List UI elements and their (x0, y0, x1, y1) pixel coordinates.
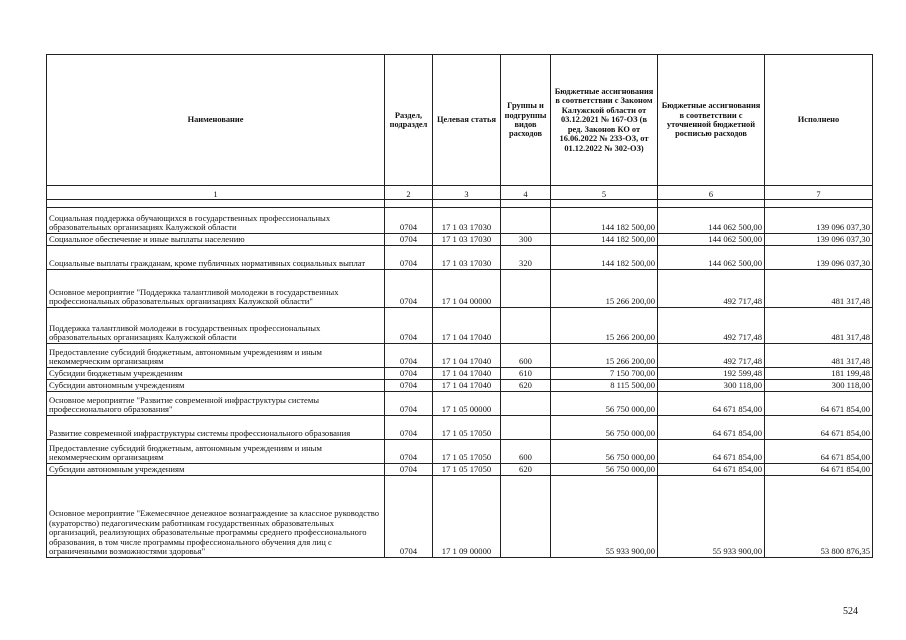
row-law-allocation: 7 150 700,00 (551, 368, 658, 380)
row-executed: 139 096 037,30 (765, 234, 873, 246)
budget-execution-table (46, 54, 873, 558)
row-target-article: 17 1 03 17030 (433, 246, 501, 270)
row-roster-allocation: 492 717,48 (658, 308, 765, 344)
row-target-article: 17 1 05 00000 (433, 392, 501, 416)
row-roster-allocation: 192 599,48 (658, 368, 765, 380)
table-row (47, 416, 873, 440)
row-section: 0704 (385, 392, 433, 416)
row-section: 0704 (385, 368, 433, 380)
row-expense-group: 600 (501, 344, 551, 368)
row-section: 0704 (385, 476, 433, 558)
row-target-article: 17 1 04 17040 (433, 380, 501, 392)
row-name: Развитие современной инфраструктуры системы профессионального образования (47, 416, 385, 440)
row-target-article: 17 1 09 00000 (433, 476, 501, 558)
row-executed: 64 671 854,00 (765, 464, 873, 476)
row-expense-group: 610 (501, 368, 551, 380)
row-executed: 53 800 876,35 (765, 476, 873, 558)
row-expense-group (501, 208, 551, 234)
row-roster-allocation: 300 118,00 (658, 380, 765, 392)
column-number: 3 (433, 186, 501, 200)
row-roster-allocation: 144 062 500,00 (658, 246, 765, 270)
row-name: Субсидии автономным учреждениям (47, 464, 385, 476)
row-law-allocation: 55 933 900,00 (551, 476, 658, 558)
header-law-allocations: Бюджетные ассигнования в соответствии с Законом Калужской области от 03.12.2021 № 167-ОЗ (в ред. Законов КО от 16.06.2022 № 233-ОЗ, от 01.12.2022 № 302-ОЗ) (551, 55, 658, 186)
header-target-article: Целевая статья (433, 55, 501, 186)
table-row (47, 234, 873, 246)
row-executed: 64 671 854,00 (765, 392, 873, 416)
row-executed: 481 317,48 (765, 344, 873, 368)
row-target-article: 17 1 03 17030 (433, 208, 501, 234)
row-law-allocation: 56 750 000,00 (551, 464, 658, 476)
row-target-article: 17 1 05 17050 (433, 440, 501, 464)
row-section: 0704 (385, 344, 433, 368)
row-law-allocation: 56 750 000,00 (551, 416, 658, 440)
row-target-article: 17 1 04 17040 (433, 368, 501, 380)
row-target-article: 17 1 03 17030 (433, 234, 501, 246)
row-name: Поддержка талантливой молодежи в государственных профессиональных образовательных организациях Калужской области (47, 308, 385, 344)
row-law-allocation: 15 266 200,00 (551, 308, 658, 344)
row-name: Социальная поддержка обучающихся в государственных профессиональных образовательных организациях Калужской области (47, 208, 385, 234)
row-section: 0704 (385, 308, 433, 344)
row-section: 0704 (385, 464, 433, 476)
row-expense-group: 620 (501, 464, 551, 476)
column-number: 4 (501, 186, 551, 200)
header-expense-groups: Группы и подгруппы видов расходов (501, 55, 551, 186)
row-target-article: 17 1 04 00000 (433, 270, 501, 308)
table-row (47, 344, 873, 368)
row-name: Социальные выплаты гражданам, кроме публичных нормативных социальных выплат (47, 246, 385, 270)
row-law-allocation: 144 182 500,00 (551, 234, 658, 246)
row-law-allocation: 56 750 000,00 (551, 440, 658, 464)
column-number: 2 (385, 186, 433, 200)
header-executed: Исполнено (765, 55, 873, 186)
row-roster-allocation: 492 717,48 (658, 270, 765, 308)
row-executed: 300 118,00 (765, 380, 873, 392)
row-executed: 139 096 037,30 (765, 208, 873, 234)
row-roster-allocation: 64 671 854,00 (658, 392, 765, 416)
row-law-allocation: 15 266 200,00 (551, 344, 658, 368)
row-roster-allocation: 492 717,48 (658, 344, 765, 368)
spacer-row (47, 200, 873, 208)
row-target-article: 17 1 05 17050 (433, 464, 501, 476)
row-name: Субсидии бюджетным учреждениям (47, 368, 385, 380)
row-roster-allocation: 64 671 854,00 (658, 440, 765, 464)
row-section: 0704 (385, 246, 433, 270)
row-expense-group (501, 270, 551, 308)
column-number: 5 (551, 186, 658, 200)
row-law-allocation: 144 182 500,00 (551, 246, 658, 270)
row-section: 0704 (385, 380, 433, 392)
row-executed: 64 671 854,00 (765, 440, 873, 464)
table-row (47, 368, 873, 380)
row-section: 0704 (385, 208, 433, 234)
row-section: 0704 (385, 440, 433, 464)
table-row (47, 380, 873, 392)
row-roster-allocation: 144 062 500,00 (658, 234, 765, 246)
table-row (47, 208, 873, 234)
row-law-allocation: 15 266 200,00 (551, 270, 658, 308)
row-law-allocation: 56 750 000,00 (551, 392, 658, 416)
row-name: Субсидии автономным учреждениям (47, 380, 385, 392)
row-executed: 481 317,48 (765, 308, 873, 344)
row-target-article: 17 1 04 17040 (433, 344, 501, 368)
row-expense-group (501, 416, 551, 440)
row-expense-group: 320 (501, 246, 551, 270)
row-expense-group: 300 (501, 234, 551, 246)
table-row (47, 464, 873, 476)
row-executed: 139 096 037,30 (765, 246, 873, 270)
row-section: 0704 (385, 416, 433, 440)
row-name: Основное мероприятие "Поддержка талантливой молодежи в государственных профессиональных образовательных организациях Калужской области" (47, 270, 385, 308)
row-roster-allocation: 144 062 500,00 (658, 208, 765, 234)
table-row (47, 440, 873, 464)
row-executed: 481 317,48 (765, 270, 873, 308)
row-expense-group (501, 308, 551, 344)
header-row (47, 55, 873, 186)
row-expense-group (501, 476, 551, 558)
row-expense-group (501, 392, 551, 416)
table-row (47, 246, 873, 270)
row-name: Предоставление субсидий бюджетным, автономным учреждениям и иным некоммерческим организациям (47, 344, 385, 368)
row-name: Социальное обеспечение и иные выплаты населению (47, 234, 385, 246)
row-expense-group: 620 (501, 380, 551, 392)
row-target-article: 17 1 05 17050 (433, 416, 501, 440)
row-law-allocation: 8 115 500,00 (551, 380, 658, 392)
table-row (47, 308, 873, 344)
column-number-row (47, 186, 873, 200)
row-name: Основное мероприятие "Развитие современной инфраструктуры системы профессионального образования" (47, 392, 385, 416)
table-row (47, 270, 873, 308)
row-name: Предоставление субсидий бюджетным, автономным учреждениям и иным некоммерческим организациям (47, 440, 385, 464)
column-number: 1 (47, 186, 385, 200)
row-roster-allocation: 64 671 854,00 (658, 416, 765, 440)
column-number: 6 (658, 186, 765, 200)
header-section: Раздел, подраздел (385, 55, 433, 186)
row-roster-allocation: 55 933 900,00 (658, 476, 765, 558)
row-name: Основное мероприятие "Ежемесячное денежное вознаграждение за классное руководство (кураторство) педагогическим работникам государственных образовательных организаций, реализующих образовательные программы среднего профессионального образования, в том числе программы профессионального обучения для лиц с ограниченными возможностями здоровья" (47, 476, 385, 558)
page-number: 524 (843, 606, 858, 617)
table-row (47, 392, 873, 416)
header-name: Наименование (47, 55, 385, 186)
column-number: 7 (765, 186, 873, 200)
table-body (47, 200, 873, 558)
row-section: 0704 (385, 270, 433, 308)
row-law-allocation: 144 182 500,00 (551, 208, 658, 234)
header-roster-allocations: Бюджетные ассигнования в соответствии с уточненной бюджетной росписью расходов (658, 55, 765, 186)
row-target-article: 17 1 04 17040 (433, 308, 501, 344)
row-roster-allocation: 64 671 854,00 (658, 464, 765, 476)
row-expense-group: 600 (501, 440, 551, 464)
row-executed: 64 671 854,00 (765, 416, 873, 440)
row-executed: 181 199,48 (765, 368, 873, 380)
row-section: 0704 (385, 234, 433, 246)
table-row (47, 476, 873, 558)
